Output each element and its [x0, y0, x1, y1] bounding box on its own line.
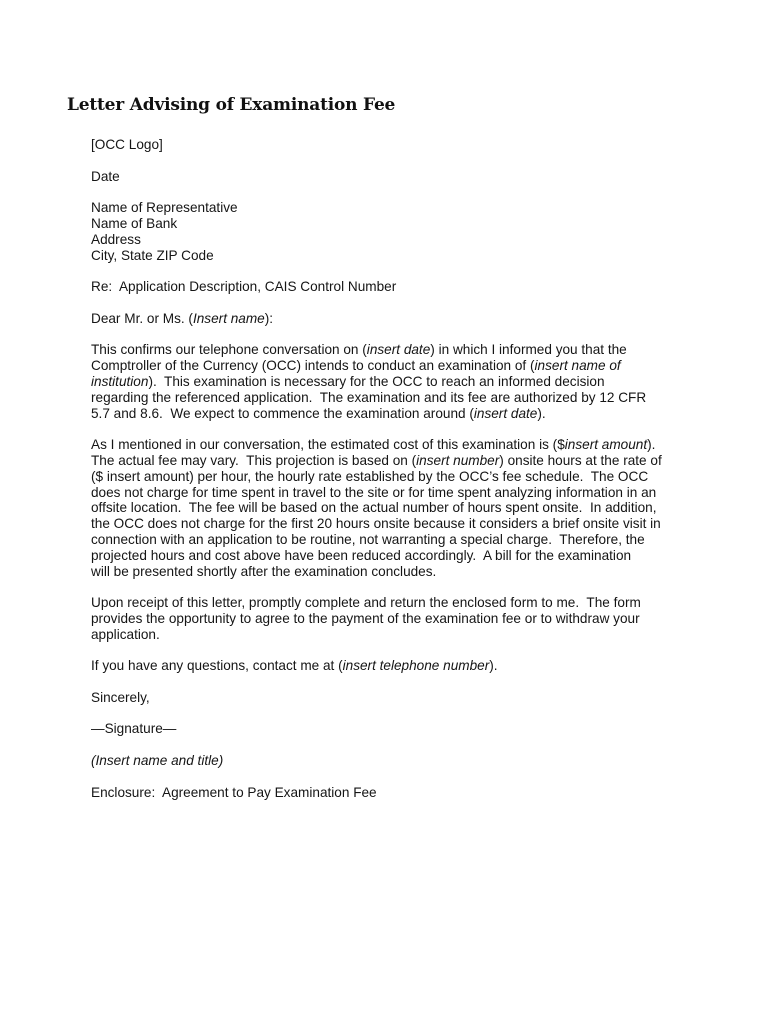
street-address: Address: [91, 231, 141, 247]
signature-line: —Signature—: [91, 721, 177, 737]
paragraph-line: ($ insert amount) per hour, the hourly rate established by the OCC’s fee schedule. The OCC: [91, 468, 649, 484]
text-segment: This confirms our telephone conversation on (: [91, 342, 367, 358]
text-segment: ).: [537, 405, 546, 421]
letter-body: [91, 137, 716, 816]
placeholder-institution-name: institution: [91, 373, 149, 389]
paragraph-line: provides the opportunity to agree to the payment of the examination fee or to withdraw your: [91, 610, 640, 626]
closing: Sincerely,: [91, 689, 150, 705]
placeholder-telephone-number: insert telephone number: [342, 658, 490, 674]
placeholder-insert-number: insert number: [416, 452, 500, 468]
text-segment: If you have any questions, contact me at (: [91, 658, 343, 674]
text-segment: ) onsite hours at the rate of: [499, 452, 662, 468]
text-segment: ). This examination is necessary for the OCC to reach an informed decision: [148, 373, 605, 389]
paragraph-line: does not charge for time spent in travel to the site or for time spent analyzing information in an: [91, 484, 657, 500]
placeholder-institution-name: insert name of: [534, 358, 621, 374]
enclosure-line: Enclosure: Agreement to Pay Examination Fee: [91, 784, 377, 800]
paragraph-line: [91, 374, 716, 390]
paragraph-line: projected hours and cost above have been reduced accordingly. A bill for the examination: [91, 547, 632, 563]
text-segment: As I mentioned in our conversation, the estimated cost of this examination is ($: [91, 437, 565, 453]
placeholder-insert-date: insert date: [473, 405, 538, 421]
salutation: [91, 311, 716, 327]
paragraph-line: Upon receipt of this letter, promptly complete and return the enclosed form to me. The form: [91, 595, 641, 611]
salutation-suffix: ):: [264, 310, 274, 326]
paragraph-cost-estimate: [91, 437, 716, 579]
text-segment: The actual fee may vary. This projection is based on (: [91, 452, 417, 468]
paragraph-line: the OCC does not charge for the first 20 hours onsite because it considers a brief onsite visit in: [91, 516, 661, 532]
bank-name: Name of Bank: [91, 215, 178, 231]
paragraph-line: offsite location. The fee will be based on the actual number of hours spent onsite. In addition,: [91, 500, 657, 516]
paragraph-line: regarding the referenced application. The examination and its fee are authorized by 12 CFR: [91, 389, 647, 405]
placeholder-insert-amount: insert amount: [564, 437, 648, 453]
paragraph-line: [91, 406, 716, 422]
city-state-zip: City, State ZIP Code: [91, 247, 214, 263]
paragraph-line: application.: [91, 626, 160, 642]
text-segment: ).: [489, 658, 498, 674]
recipient-address-block: [91, 200, 716, 263]
document-title: Letter Advising of Examination Fee: [67, 95, 396, 115]
name-and-title-placeholder: (Insert name and title): [91, 753, 224, 769]
paragraph-contact: [91, 658, 716, 674]
logo-placeholder: [OCC Logo]: [91, 137, 163, 152]
text-segment: ).: [647, 437, 656, 453]
paragraph-line: [91, 358, 716, 374]
representative-name: Name of Representative: [91, 200, 238, 216]
salutation-placeholder: Insert name: [192, 310, 265, 326]
salutation-prefix: Dear Mr. or Ms. (: [91, 310, 193, 326]
paragraph-enclosed-form: [91, 595, 716, 642]
text-segment: ) in which I informed you that the: [430, 342, 627, 358]
paragraph-confirmation: [91, 342, 716, 421]
paragraph-line: [91, 453, 716, 469]
paragraph-line: [91, 437, 716, 453]
date-line: Date: [91, 168, 120, 184]
placeholder-insert-date: insert date: [366, 342, 431, 358]
text-segment: Comptroller of the Currency (OCC) intends to conduct an examination of (: [91, 358, 535, 374]
paragraph-line: connection with an application to be routine, not warranting a special charge. Therefore, the: [91, 531, 645, 547]
paragraph-line: [91, 342, 716, 358]
paragraph-line: will be presented shortly after the examination concludes.: [91, 563, 437, 579]
text-segment: 5.7 and 8.6. We expect to commence the examination around (: [91, 405, 474, 421]
re-line: Re: Application Description, CAIS Control Number: [91, 279, 397, 295]
